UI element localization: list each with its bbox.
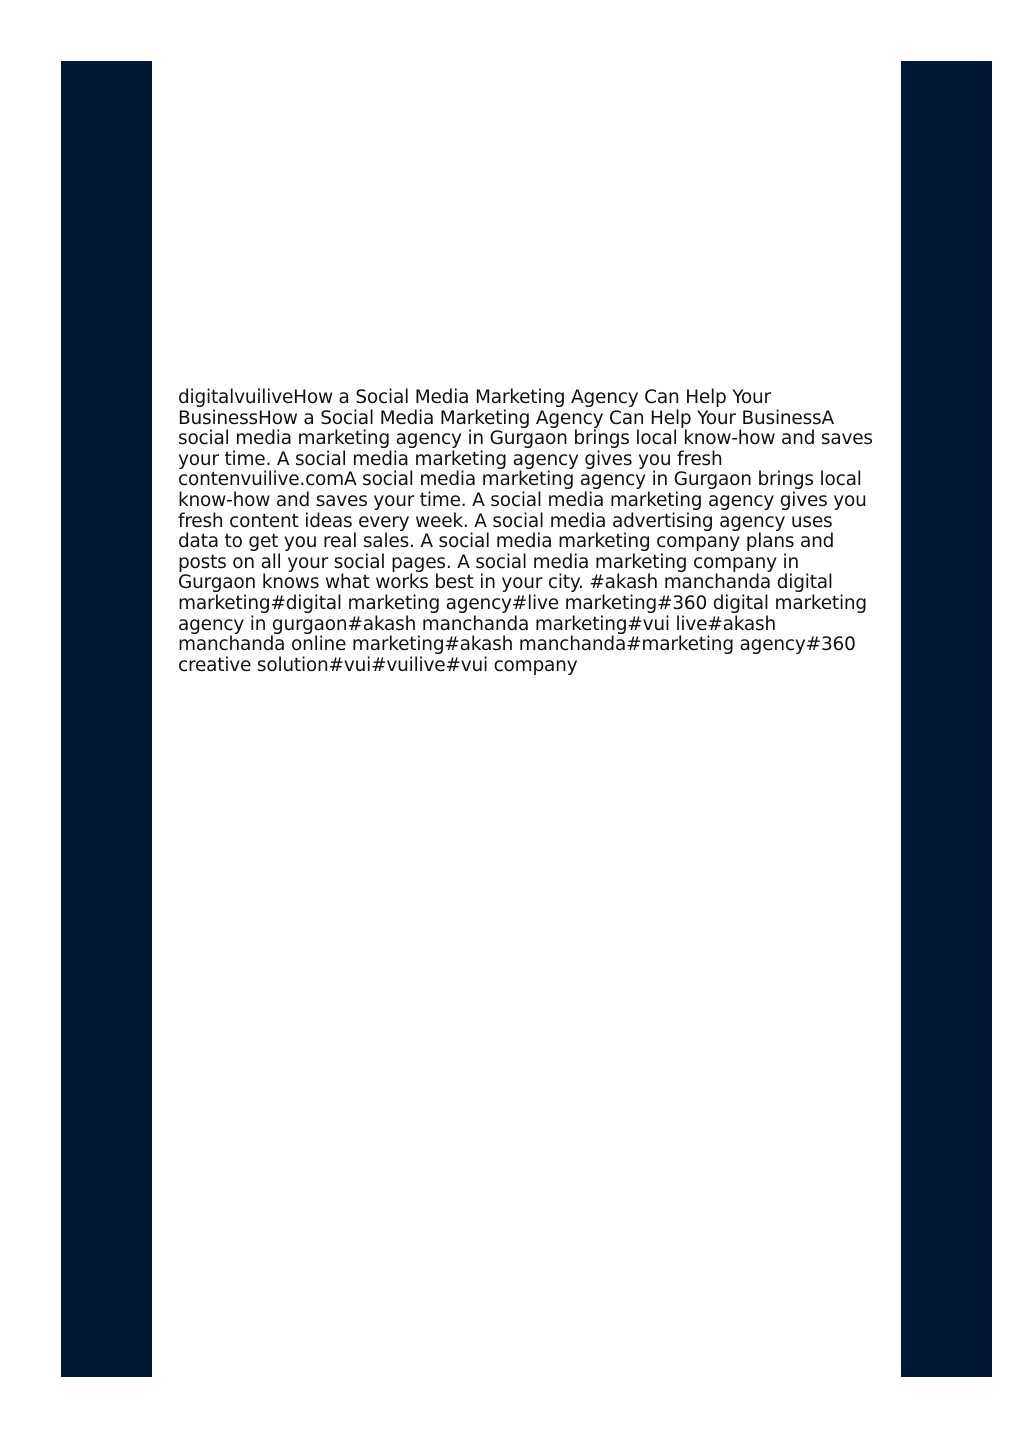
body-text: digitalvuiliveHow a Social Media Marketing Agency Can Help Your BusinessHow a Social Media Marketing Agency Can Help Your BusinessA social media marketing agency in Gurgaon brings local know-how and saves your time. A social media marketing agency gives you fresh contenvuilive.comA social media marketing agency in Gurgaon brings local know-how and saves your time. A social media marketing agency gives you fresh content ideas every week. A social media advertising agency uses data to get you real sales. A social media marketing company plans and posts on all your social pages. A social media marketing company in Gurgaon knows what works best in your city. #akash manchanda digital marketing#digital marketing agency#live marketing#360 digital marketing agency in gurgaon#akash manchanda marketing#vui live#akash manchanda online marketing#akash manchanda#marketing agency#360 creative solution#vui#vuilive#vui company (178, 387, 873, 676)
document-content (178, 388, 878, 676)
right-decorative-bar (901, 61, 992, 1377)
left-decorative-bar (61, 61, 152, 1377)
